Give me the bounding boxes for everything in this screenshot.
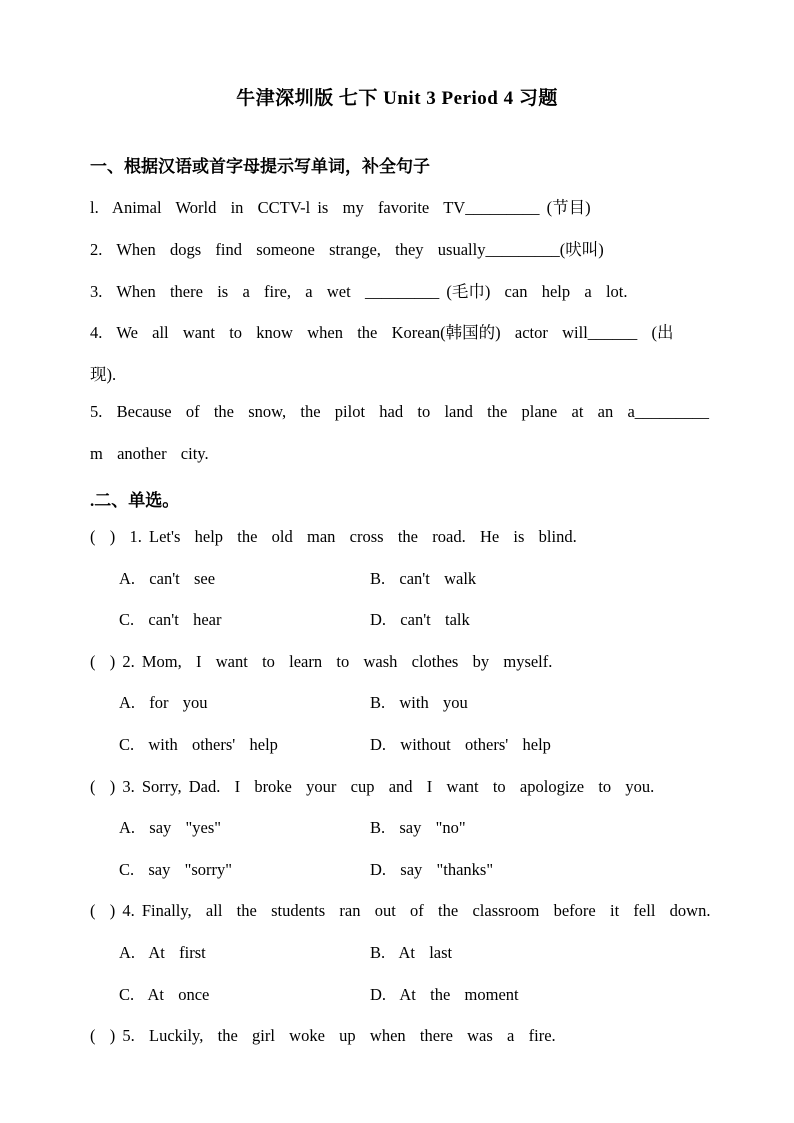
page-title: 牛津深圳版 七下 Unit 3 Period 4 习题 xyxy=(236,88,558,109)
question-2-option-b: B. with you xyxy=(370,693,468,712)
question-4-option-b: B. At last xyxy=(370,943,453,962)
fill-in-item-4-continued: 现). xyxy=(90,365,117,384)
question-3-option-d: D. say "thanks" xyxy=(370,860,494,879)
question-1-option-a: A. can't see xyxy=(119,569,216,588)
question-2-option-d: D. without others' help xyxy=(370,735,551,754)
question-2-option-a: A. for you xyxy=(119,693,208,712)
question-3-option-c: C. say "sorry" xyxy=(119,860,233,879)
fill-in-item-5: 5. Because of the snow, the pilot had to land the plane at an a_________ xyxy=(90,402,710,421)
question-1-stem: ( ) 1. Let's help the old man cross the road. He is blind. xyxy=(90,527,577,546)
section-2-heading: .二、单选。 xyxy=(90,491,180,510)
question-1-option-d: D. can't talk xyxy=(370,610,470,629)
question-3-option-b: B. say "no" xyxy=(370,818,466,837)
question-2-stem: ( ) 2. Mom, I want to learn to wash clothes by myself. xyxy=(90,652,553,671)
question-4-option-c: C. At once xyxy=(119,985,210,1004)
fill-in-item-3: 3. When there is a fire, a wet _________ (毛巾) can help a lot. xyxy=(90,282,628,301)
fill-in-item-5-continued: m another city. xyxy=(90,444,209,463)
question-1-option-b: B. can't walk xyxy=(370,569,477,588)
question-3-option-a: A. say "yes" xyxy=(119,818,222,837)
fill-in-item-2: 2. When dogs find someone strange, they usually_________(吠叫) xyxy=(90,240,604,259)
question-4-option-d: D. At the moment xyxy=(370,985,519,1004)
question-2-option-c: C. with others' help xyxy=(119,735,278,754)
question-4-stem: ( ) 4. Finally, all the students ran out of the classroom before it fell down. xyxy=(90,901,711,920)
question-3-stem: ( ) 3. Sorry, Dad. I broke your cup and I want to apologize to you. xyxy=(90,777,655,796)
question-5-stem: ( ) 5. Luckily, the girl woke up when there was a fire. xyxy=(90,1026,556,1045)
fill-in-item-1: l. Animal World in CCTV-l is my favorite TV_________ (节目) xyxy=(90,198,591,217)
section-1-heading: 一、根据汉语或首字母提示写单词，补全句子 xyxy=(90,157,430,176)
question-4-option-a: A. At first xyxy=(119,943,206,962)
question-1-option-c: C. can't hear xyxy=(119,610,222,629)
fill-in-item-4: 4. We all want to know when the Korean(韩国的) actor will______ (出 xyxy=(90,323,674,342)
